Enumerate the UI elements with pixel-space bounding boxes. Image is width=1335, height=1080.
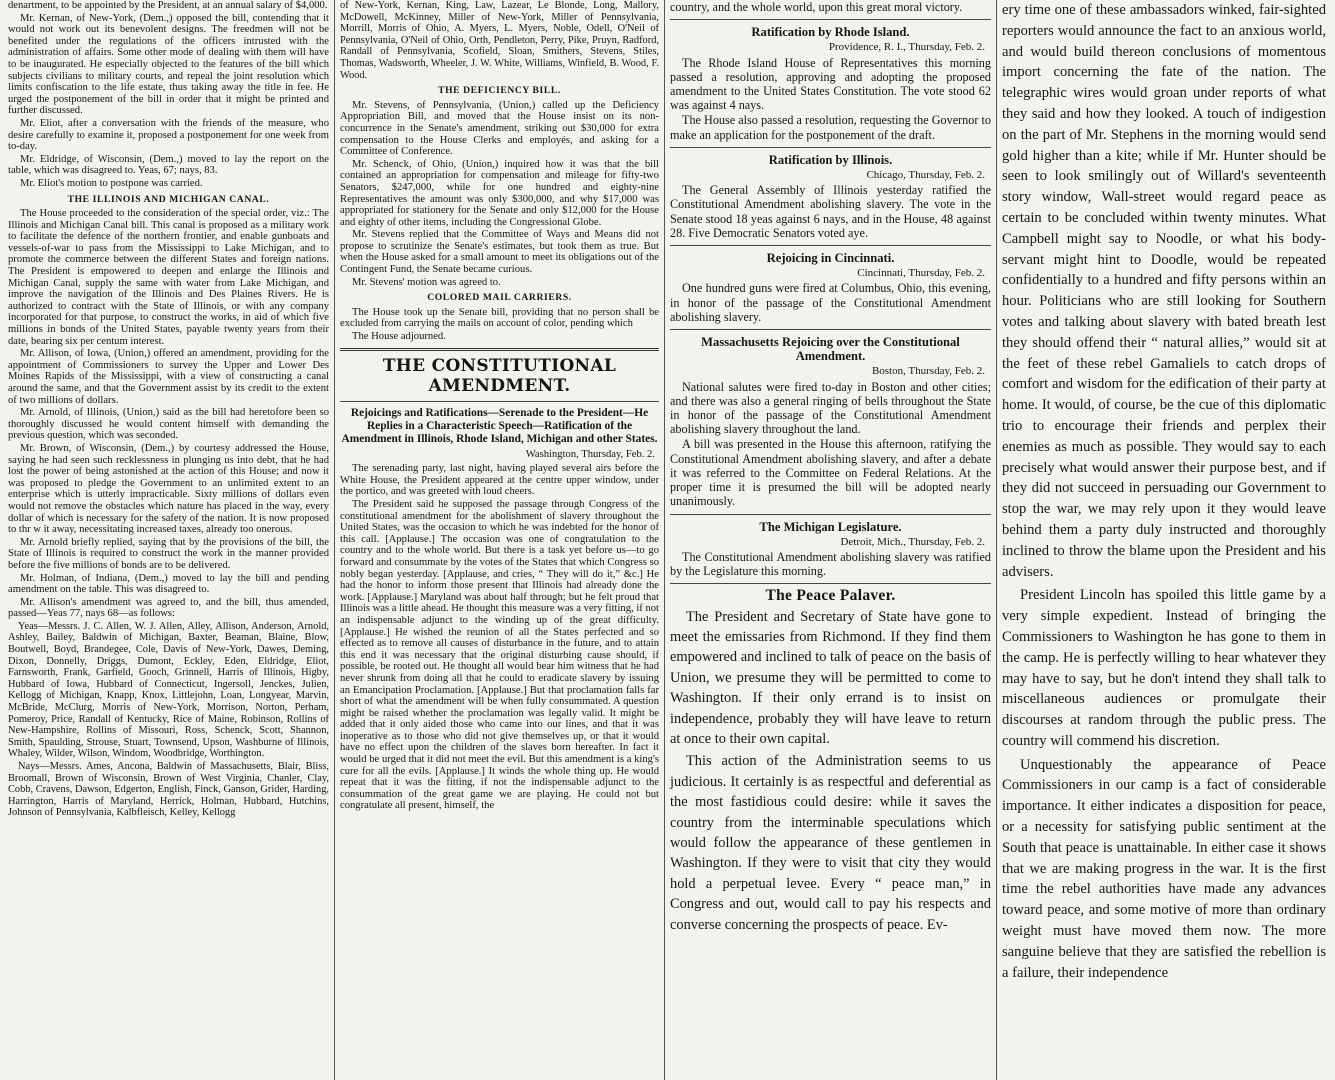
detroit-dateline: Detroit, Mich., Thursday, Feb. 2. (840, 535, 985, 548)
michigan-paragraph: The Constitutional Amendment abolishing slavery was ratified by the Legislature this morning. (670, 549, 991, 579)
stevens-motion-paragraph: Mr. Stevens' motion was agreed to. (352, 276, 501, 288)
canal-heading: THE ILLINOIS AND MICHIGAN CANAL. (67, 193, 270, 205)
divider (670, 245, 991, 246)
holman-paragraph: Mr. Holman, of Indiana, (Dem.,) moved to lay the bill and pending amendment on the table. This was disagreed to. (8, 572, 329, 596)
canal-paragraph: The House proceeded to the consideration of the special order, viz.: The Illinois and Michigan Canal bill. This canal is proposed as a military work to facilitate the defence of the northern frontier, and enable gunboats and vessels-of-war to pass from the Mississippi to Lake Michigan, and to promote the commerce between the different States and foreign nations. The President is empowered to deepen and enlarge the Illinois and Michigan Canal, supply the same with water from Lake Michigan, and improve the navigation of the Illinois and Des Plaines Rivers. He is authorized to contract with the State of Illinois, or with any company incorporated for that purpose, to construct the works, in aid of which five millions in bonds of the United States, payable twenty years from their date, bearing six per centum interest. (8, 208, 329, 347)
cincinnati-dateline: Cincinnati, Thursday, Feb. 2. (857, 267, 985, 280)
cincinnati-paragraph: One hundred guns were fired at Columbus, Ohio, this evening, in honor of the passage of the Constitutional Amendment abolishing slavery. (670, 281, 991, 324)
eliot-motion-paragraph: Mr. Eliot's motion to postpone was carried. (20, 177, 203, 189)
headline-rule (340, 401, 659, 402)
ambassadors-paragraph: ery time one of these ambassadors winked, fair-sighted reporters would announce the fact to an anxious world, and would build thereon conclusions of momentous import concerning the fate of the nation. The telegraphic wires would groan under reports of what they said and how they looked. A touch of indigestion on the part of Mr. Stephens in the morning would send gold higher than a kite; while if Mr. Hunter should be seen to look smilingly out of Willard's seventeenth story window, Wall-street would regard peace as certain to be concluded within twenty minutes. What Campbell might say to Noodle, or what his body-servant might hint to Doodle, would be repeated confidentially to a hundred and fifty persons within an hour. Politicians who are still looking for Southern votes and talking about slavery with bated breath lest they should offend their “ natural allies,” would sit at the feet of these rebel Gamaliels to catch drops of comfort and wisdom for the edification of their party at home. It would, of course, be the cue of this diplomatic trio to encourage their friends and perplex their enemies as much as possible. They would say to each precisely what would answer their purpose best, and if they did not succeed in persuading our Government to stop the war, we may rely upon it they would leave behind them a party duly instructed and thoroughly inclined to throw the blame upon the President and his advisers. (1002, 2, 1326, 580)
passed-paragraph: Mr. Allison's amendment was agreed to, and the bill, thus amended, passed—Yeas 77, nays 68—as follows: (8, 596, 329, 620)
deficiency-heading: THE DEFICIENCY BILL. (438, 85, 561, 97)
yeas-list: Yeas—Messrs. J. C. Allen, W. J. Allen, Alley, Allison, Anderson, Arnold, Ashley, Bailey, Baldwin of Michigan, Baxter, Beaman, Blaine, Blow, Boutwell, Boyd, Brandegee, Cole, Davis of New-York, Dawes, Deming, Dixon, Donnelly, Driggs, Dumont, Eckley, Eden, Eldridge, Eliot, Farnsworth, Frank, Garfield, Gooch, Grinnell, Harris of Illinois, Higby, Hubbard of Iowa, Hubbard of Connecticut, Ingersoll, Jenckes, Julien, Kellogg of Michigan, Knapp, Knox, Littlejohn, Loan, Longyear, Marvin, McBride, McClurg, Morris of New-York, Morrison, Norton, Perham, Pomeroy, Price, Randall of Kentucky, Rice of Maine, Robinson, Rollins of New-Hampshire, Rollins of Missouri, Ross, Schenck, Scott, Shannon, Smith, Spaulding, Strouse, Stuart, Townsend, Upson, Washburne of Illinois, Whaley, Wilder, Wilson, Windom, Woodbridge, Worthington. (8, 620, 329, 760)
kernan-paragraph: Mr. Kernan, of New-York, (Dem.,) opposed the bill, contending that it would not work out its benevolent designs. The freedmen will not be benefited under the regulations of the officers intrusted with the administration of affairs. Some other mode of dealing with them will have to be inaugurated. He especially objected to the features of the bill which subjects civilians to military courts, and repeal the joint resolution which limits confiscation to the life estate, thus taking away the title in fee. He urged the postponement of the bill in order that it might be printed and further discussed. (8, 12, 329, 117)
column-1 (3, 0, 335, 1080)
column-2 (335, 0, 665, 1080)
stevens-paragraph: Mr. Stevens, of Pennsylvania, (Union,) called up the Deficiency Appropriation Bill, and moved that the House insist on its non-concurrence in the Senate's amendment, striking out $30,000 for extra compensation to the House Clerks and employés, and asking for a Committee of Conference. (340, 99, 659, 158)
washington-dateline: Washington, Thursday, Feb. 2. (525, 448, 655, 460)
mail-carriers-paragraph: The House took up the Senate bill, providing that no person shall be excluded from carrying the mails on account of color, pending which (340, 306, 659, 330)
nays-list-continued: of New-York, Kernan, King, Law, Lazear, Le Blonde, Long, Mallory, McDowell, McKinney, Miller of New-York, Miller of Pennsylvania, Morrill, Morris of Ohio, A. Myers, L. Myers, Noble, Odell, O'Neil of Pennsylvania, O'Neil of Ohio, Orth, Pendleton, Perry, Pike, Pruyn, Radford, Randall of Pennsylvania, Scofield, Sloan, Smithers, Stevens, Stiles, Thomas, Wadsworth, Wheeler, J. W. White, Williams, Winfield, B. Wood, F. Wood. (340, 0, 659, 81)
column-4 (997, 0, 1331, 1080)
arnold-paragraph: Mr. Arnold, of Illinois, (Union,) said as the bill had heretofore been so thoroughly discussed he would content himself with demanding the previous question, which was seconded. (8, 407, 329, 442)
eldridge-paragraph: Mr. Eldridge, of Wisconsin, (Dem.,) moved to lay the report on the table, which was disagreed to. Yeas, 67; nays, 83. (8, 153, 329, 177)
annual-salary-paragraph: denartment, to be appointed by the President, at an annual salary of $4,000. (8, 0, 328, 11)
peace-palaver-body (670, 607, 991, 936)
mail-carriers-heading: COLORED MAIL CARRIERS. (427, 292, 572, 304)
allison-paragraph: Mr. Allison, of Iowa, (Union,) offered an amendment, providing for the appointment of Commissioners to survey the Upper and Lower Des Moines Rapids of the Mississippi, with a view of constructing a canal around the same, and that the Government assist by its credit to the extent of two millions of dollars. (8, 348, 329, 406)
divider (670, 329, 991, 330)
stevens-reply-paragraph: Mr. Stevens replied that the Committee of Ways and Means did not propose to scrutinize the Senate's estimates, but took them as true. But when the House asked for a small amount to meet its obligations out of the Contingent Fund, the Senate became curious. (340, 229, 659, 276)
adjourned-paragraph: The House adjourned. (352, 331, 446, 343)
rhode-island-heading: Ratification by Rhode Island. (751, 25, 910, 40)
constitutional-amendment-headline: THE CONSTITUTIONAL AMENDMENT. (382, 355, 617, 396)
massachusetts-paragraph: National salutes were fired to-day in Boston and other cities; and there was also a general ringing of bells throughout the State in honor of the passage of the Constitutional Amendment abolishing slavery throughout the land. (670, 379, 991, 437)
brown-paragraph: Mr. Brown, of Wisconsin, (Dem.,) by courtesy addressed the House, saying he had seen such recklessness in plunging us into debt, that he had lost the power of being astonished at the action of this House; and now it was proposed to pledge the Government to an unlimited extent to an enterprise which is utterly impracticable. Sixty millions of dollars even would not remove the obstacles which nature has placed in the way, every dollar of which is necessary for the safety of the nation. It is now proposed to thr w it away, necessitating increased taxes, already too onerous. (8, 442, 329, 536)
cincinnati-heading: Rejoicing in Cincinnati. (766, 251, 895, 266)
arnold-reply-paragraph: Mr. Arnold briefly replied, saying that by the provisions of the bill, the State of Illinois is required to construct the work in the manner provided before the five millions of bonds are to be delivered. (8, 536, 329, 571)
lincoln-paragraph: President Lincoln has spoiled this little game by a very simple expedient. Instead of bringing the Commissioners to Washington he has gone to them in the camp. He is perfectly willing to hear whatever they may have to say, but he don't intend they shall talk to miscellaneous audiences or promulgate their discourses at random through the public press. The country will commend his discretion. (1002, 587, 1326, 749)
column-3 (665, 0, 997, 1080)
president-speech-paragraph: The President said he supposed the passage through Congress of the constitutional amendment for the abolishment of slavery throughout the United States, was the occasion to which he was indebted for the honor of this call. [Applause.] The occasion was one of congratulation to the country and to the whole world. But there is a task yet before us—to go forward and consummate by the votes of the States that which Congress so nobly began yesterday. [Applause, and cries, “ They will do it,” &c.] He had the honor to inform those present that Illinois had already done the work. [Applause.] Maryland was about half through; but he felt proud that Illinois was a little ahead. He thought this measure was a very fitting, if not an indispensable adjunct to the winding up of the great difficulty. [Applause.] He wished the reunion of all the States perfected and so effected as to remove all causes of disturbance in the future, and to attain this end it was necessary that the original disturbing cause should, if possible, be rooted out. He thought all would bear him witness that he had never shrunk from doing all that he could to eradicate slavery by issuing an Emancipation Proclamation. [Applause.] But that proclamation falls far short of what the amendment will be when fully consummated. A question might be raised whether the proclamation was legally valid. It might be added that it only aided those who came into our lines, and that it was inoperative as to those who did not give themselves up, or that it would have no effect upon the children of the slaves born hereafter. In fact it would be urged that it did not meet the evil. But this amendment is a king's cure for all the evils. [Applause.] It winds the whole thing up. He would repeat that it was the fitting, if not the indispensable adjunct to the consummation of the great game we are playing. He could not but congratulate all present, himself, the (340, 499, 659, 812)
serenade-paragraph: The serenading party, last night, having played several airs before the White House, the President appeared at the centre upper window, under the portico, and was greeted with loud cheers. (340, 463, 659, 498)
commissioners-paragraph: Unquestionably the appearance of Peace Commissioners in our camp is a fact of considerable importance. It either indicates a disposition for peace, or a necessity for satisfying public sentiment at the South that peace is unattainable. In either case it shows that we are making progress in the war. It is the first time the rebel authorities have made any advances toward peace, and some motive of more than ordinary weight must have moved them now. The more sanguine believe that they are satisfied the rebellion is a failure, their independence (1002, 756, 1326, 981)
peace-paragraph-2: This action of the Administration seems to us judicious. It certainly is as respectful and deferential as the most fastidious could desire: while it saves the country from the interminable speculations which would follow the appearance of these gentlemen in Washington. If they were to visit that city they would hold a perpetual levee. Every “ peace man,” in Congress and out, would call to pay his respects and converse concerning the prospects of peace. Ev- (670, 753, 991, 933)
peace-palaver-heading: The Peace Palaver. (765, 587, 896, 605)
schenck-paragraph: Mr. Schenck, of Ohio, (Union,) inquired how it was that the bill contained an appropriation for compensation and mileage for fifty-two Senators, $247,000, while for one hundred and eighty-nine Representatives the amount was only $300,000, and why $17,000 was appropriated for stationery for the Senate and only $12,000 for the House and eighty of other items, including the Congressional Globe. (340, 158, 659, 228)
nays-list: Nays—Messrs. Ames, Ancona, Baldwin of Massachusetts, Blair, Bliss, Broomall, Brown of Wisconsin, Brown of West Virginia, Chanler, Clay, Cobb, Cravens, Dawson, Edgerton, English, Finck, Ganson, Grider, Harding, Harrington, Harris of Maryland, Herrick, Holman, Hubbard, Hutchins, Johnson of Pennsylvania, Kalbfleisch, Kelley, Kellogg (8, 761, 329, 819)
section-divider (340, 348, 659, 351)
michigan-heading: The Michigan Legislature. (759, 519, 902, 534)
divider (670, 583, 991, 584)
providence-dateline: Providence, R. I., Thursday, Feb. 2. (828, 41, 985, 54)
peace-paragraph-1: The President and Secretary of State have gone to meet the emissaries from Richmond. If they find them empowered and inclined to talk of peace on the basis of Union, we presume they will be permitted to come to Washington. If their only errand is to insist on independence, probably they will have leave to return at once to their own capital. (670, 608, 991, 747)
divider (670, 147, 991, 148)
moral-victory-paragraph: country, and the whole world, upon this great moral victory. (670, 0, 963, 14)
massachusetts-heading: Massachusetts Rejoicing over the Constitutional Amendment. (701, 335, 960, 364)
chicago-dateline: Chicago, Thursday, Feb. 2. (866, 169, 985, 182)
rhode-island-paragraph: The Rhode Island House of Representatives this morning passed a resolution, approving and adopting the proposed amendment to the United States Constitution. The vote stood 62 was against 4 nays. (670, 55, 991, 113)
divider (670, 19, 991, 20)
rhode-island-draft-paragraph: The House also passed a resolution, requesting the Governor to make an application for the postponement of the draft. (670, 113, 991, 142)
illinois-paragraph: The General Assembly of Illinois yesterday ratified the Constitutional Amendment abolishing slavery. The vote in the Senate stood 18 yeas against 6 nays, and in the House, 48 against 28. Five Democratic Senators voted aye. (670, 183, 991, 240)
massachusetts-bill-paragraph: A bill was presented in the House this afternoon, ratifying the Constitutional Amendment abolishing slavery, and after a debate it was referred to the Committee on Federal Relations. At the proper time it is presumed the bill will be adopted nearly unanimously. (670, 437, 991, 509)
divider (670, 514, 991, 515)
headline-deck: Rejoicings and Ratifications—Serenade to the President—He Replies in a Characteristic Speech—Ratification of the Amendment in Illinois, Rhode Island, Michigan and other States. (341, 406, 658, 445)
boston-dateline: Boston, Thursday, Feb. 2. (871, 365, 985, 378)
illinois-heading: Ratification by Illinois. (768, 152, 893, 167)
eliot-paragraph: Mr. Eliot, after a conversation with the friends of the measure, who desire carefully to examine it, proposed a postponement for one week from to-day. (8, 117, 329, 153)
